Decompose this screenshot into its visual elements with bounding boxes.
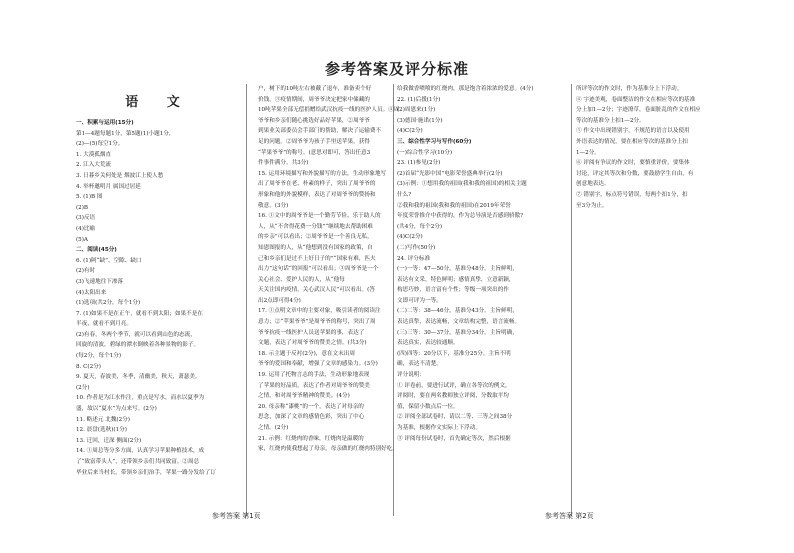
- answer-line: 构思巧妙，语言富有个性；等级一项突出的作: [397, 287, 509, 294]
- answer-line: ② 评阅全部试卷时，请以二等、三等之间38分: [397, 414, 513, 421]
- answer-line: (4)太阳出来: [76, 289, 107, 296]
- column-divider: [246, 84, 247, 516]
- answer-line: 外语表达的情况，要在相应等次的基准分上扣: [576, 138, 688, 145]
- answer-line: 文即可评为一等。: [397, 297, 442, 304]
- answer-line: 表达有文采，特色鲜明；感情真挚，立意新颖，: [397, 276, 515, 283]
- answer-line: 19. 运用了托物言志的手法，生动形象地表现: [258, 372, 370, 379]
- answer-line: 爷爷的爱国和奉献，增强了文章的感染力。(3分): [258, 361, 378, 368]
- answer-line: 表达真挚，表达流畅，文章结构完整，语言流畅。: [397, 319, 521, 326]
- answer-line: 知恩图报的人，从“他想到没有国家的政策，自: [258, 244, 373, 251]
- answer-line: 6. (1)阿“缺”、空隙、缺口: [76, 257, 142, 264]
- answer-line: 关心社会、爱护人民的人，从“他每: [258, 276, 345, 283]
- section-heading: 一、积累与运用(15分): [76, 120, 134, 126]
- answer-line: (2)—(5)每空1分。: [76, 141, 124, 148]
- answer-line: (2)有春，冬两个季节，就可以看到山色的态流，: [76, 331, 196, 338]
- answer-line: 9. 夏天，春波美，冬季，清幽美，秋天，萧瑟美。: [76, 374, 201, 381]
- answer-line: 出力”这句话“的回报”可以看出；③周爷爷是一个: [258, 266, 379, 273]
- answer-line: 思念，加深了文章的感情色彩，突出了中心: [258, 414, 365, 421]
- answer-line: 确，表达不清楚。: [397, 361, 442, 368]
- answer-line: 评阅时，要在两名教师独立评阅，分数取平均: [397, 393, 509, 400]
- answer-column-1: [76, 84, 241, 478]
- section-heading: 三、综合性学习与写作(60分): [397, 138, 472, 145]
- answer-line: ⑤ 作文中出现错别字，不规范的语言以及使用: [576, 128, 690, 135]
- answer-line: 己和乡亲们是过不上好日子的”“国家有难，匹夫: [258, 255, 376, 262]
- answer-line: 年度荣誉推介中获得的，作为总导演是否感到骄傲?: [397, 213, 524, 220]
- page-footer-left: 参考答案 第1页: [212, 512, 261, 520]
- answer-line: 18. 示主题于反衬(2分)，意在文末出周: [258, 350, 355, 357]
- answer-line: 23. (1)参见(2分): [397, 160, 441, 167]
- answer-line: 到果业关部委员会手部门的帮助，解决了运输费不: [258, 128, 382, 135]
- answer-line: 创意地表达。: [576, 181, 610, 188]
- answer-line: (四)四等：20分以下，基准分25分。主旨不明: [397, 350, 511, 357]
- answer-line: 什么?: [397, 191, 412, 198]
- answer-line: 家，红烧肉使我想起了母亲，母亲做的红烧肉特别好吃。: [258, 446, 398, 453]
- answer-line: 足的问题。②周爷爷为孩子手里送苹果，获得: [258, 138, 370, 145]
- answer-line: (二)二等：38—46分，基准分43分。主旨鲜明，: [397, 308, 518, 315]
- answer-line: ⑦ 错别字，标点符号错误，每两个扣1分，扣: [576, 191, 688, 198]
- answer-line: (3)示例：①想用我的祖国(我和我的祖国)的相关主题: [397, 181, 527, 188]
- answer-line: (1)选项(共2分，每个1分): [76, 300, 141, 307]
- answer-line: 爷爷抗疫一线医护人员送苹果的事，表达了: [258, 329, 365, 336]
- answer-line: 出2点即可得4分): [258, 297, 301, 304]
- answer-line: 1—2分。: [576, 149, 600, 156]
- answer-line: 件事件满分。共3分): [258, 160, 309, 167]
- answer-line: 天关注国内疫情，关心武汉人民”可以看出。(答: [258, 287, 375, 294]
- answer-line: 给我做香喷喷的红烧肉，那是饱含着浓浓的爱意。(4分): [397, 86, 534, 92]
- answer-line: 评分说明：: [397, 372, 425, 379]
- answer-line: (3)反语: [76, 215, 96, 222]
- page-title: 参考答案及评分标准: [324, 60, 469, 78]
- answer-column-3: [397, 84, 571, 444]
- answer-line: 了苹果的好品质，表达了作者对周爷爷的赞美: [258, 382, 370, 389]
- answer-line: (3)飞速地往下渗落: [76, 278, 124, 285]
- answer-line: 表达真实，表达较通顺。: [397, 340, 459, 347]
- answer-line: 15. 运用环境描写和外貌描写的方法，生动形象地写: [258, 170, 387, 177]
- answer-line: 盛，故以“夏水”为点来写。(2分): [76, 406, 157, 413]
- answer-line: 文题，表达了对周爷爷的赞美之情。(共3分): [258, 340, 367, 347]
- answer-line: 了“致富带头人”，还带领乡亲们共同致富。②周总: [76, 459, 200, 465]
- answer-line: (2)首届“光影中国”电影荣誉盛典举行(2分): [397, 170, 503, 177]
- answer-line: 人，从“不舍得花费一分钱”“继续地去帮助困难: [258, 223, 373, 230]
- answer-line: (三)三等：30—37分，基准分34分。主旨明确，: [397, 329, 518, 336]
- answer-line: 10吨苹果全部无偿捐赠给武汉抗疫一线的医护人员。④周: [258, 107, 400, 114]
- answer-line: 2. 江入大荒流: [76, 162, 112, 169]
- answer-line: 户，树下的10吨左右被戴了退车，准备卖个好: [258, 86, 372, 92]
- answer-line: 之情。(2分): [258, 425, 289, 431]
- answer-line: 21. 示例：红烧肉的香味，红烧肉是温暖的: [258, 435, 364, 442]
- answer-line: 讨论，评定其等次和分数，要鼓励学生自由，有: [576, 170, 694, 177]
- subject-heading: 语 文: [125, 95, 192, 110]
- answer-line: 12. 晨盘(选秋)(1分): [76, 427, 127, 434]
- answer-line: 回旋的清波，碧绿的潭水倒映着各种景物的影子。: [76, 342, 200, 349]
- answer-line: (一)一等：47—50分，基准分48分。主旨鲜明，: [397, 266, 518, 273]
- answer-line: 的乡亲”可以看出；②周爷爷是一个善良无私，: [258, 234, 373, 241]
- answer-line: 16. ①文中的周爷爷是一个勤劳节俭、乐于助人的: [258, 213, 381, 220]
- answer-line: 至3分为止。: [576, 202, 608, 209]
- answer-line: 8. C(2分): [76, 363, 101, 370]
- answer-line: 13. 迁回，迁深 侧面(2分): [76, 437, 142, 444]
- answer-line: 之情，和对周爷爷精神的赞美。(4分): [258, 393, 350, 400]
- answer-line: 爷爷和乡亲们随心挑选好品好苹果，②周爷爷: [258, 117, 370, 124]
- answer-line: (4)C(2分): [397, 234, 423, 241]
- answer-line: 5. (1)B 图: [76, 194, 103, 201]
- answer-line: 17. ①点明文章中的主要对象，吸引读者的阅读注: [258, 308, 381, 315]
- answer-line: ⑥ 评阅有争议的作文时，要慎重评价，要集体: [576, 160, 690, 167]
- answer-line: 出了周爷爷在老、朴素的样子，突出了周爷爷的: [258, 181, 376, 188]
- answer-column-4: [576, 84, 744, 211]
- answer-line: 22. (1)后援(1分): [397, 96, 441, 103]
- answer-line: (共4分，每个2分): [397, 223, 443, 230]
- answer-line: (2分): [76, 384, 90, 391]
- answer-line: (2)B: [76, 204, 89, 211]
- answer-line: 值，保留小数点后一位。: [397, 403, 459, 410]
- answer-line: (一)综合性学习(10分): [397, 149, 453, 156]
- answer-line: 分上加1—2分；字迹潦草，卷面脏乱的作文在相应: [576, 107, 701, 114]
- answer-line: (2)周恩来(1分): [397, 107, 436, 114]
- answer-line: 4. 举杯邀明月 属国过居延: [76, 183, 141, 190]
- answer-line: (二)写作(50分): [397, 244, 436, 251]
- answer-line: (4)C(2分): [397, 128, 423, 135]
- answer-line: 为基准，根据作文实际上下浮动。: [397, 425, 481, 431]
- page-footer-right: 参考答案 第2页: [545, 512, 594, 520]
- answer-line: 第1—4题每题1分，第5题(1)小题1分，: [76, 130, 175, 137]
- answer-line: 24. 评分标准: [397, 255, 431, 262]
- answer-line: 毕业后来当村长，带领乡亲们治手，苹果一路分发给了订: [76, 469, 216, 476]
- answer-line: 11. 略述元 北魏(2分): [76, 416, 130, 423]
- answer-line: (4)比喻: [76, 225, 96, 232]
- answer-line: 等次的基准分上扣1—2分。: [576, 117, 645, 124]
- section-heading: 二、阅读(45分): [76, 247, 117, 254]
- answer-line: ②我和我的祖国(我和我的祖国)在2019年荣誉: [397, 202, 511, 209]
- answer-line: 1. 大漠孤烟直: [76, 151, 112, 158]
- answer-line: 14. ①周总等分多方面，认真学习苹果种植技术，成: [76, 448, 205, 455]
- answer-line: 10. 作者是为江水作注，重点是写水，而水以夏季为: [76, 395, 205, 402]
- answer-line: 形象和他的外貌模样，表达了对周爷爷的赞扬和: [258, 191, 376, 198]
- answer-line: 价钱。③疫情期间，周爷爷决定把家中储藏的: [258, 96, 370, 103]
- answer-line: (5)A: [76, 236, 88, 243]
- answer-line: 20. 母亲称“漆桃”的一个，表达了对母亲的: [258, 403, 364, 410]
- answer-line: 敬意。(3分): [258, 202, 289, 209]
- answer-line: ① 评卷前，要进行试评，确立各等次的例文，: [397, 382, 511, 389]
- answer-line: 7. (1)如果不是在正午，就看不到太阳；如果不是在: [76, 310, 203, 317]
- answer-line: ④ 字迹美观，卷面整洁的作文在相应等次的基准: [576, 96, 696, 103]
- answer-line: 意力；②“苹果爷爷”是周爷爷的称号，突出了周: [258, 319, 376, 326]
- answer-line: ③ 评阅每份试卷时，首先确定等次，然后根据: [397, 435, 511, 442]
- answer-line: (2)有时: [76, 268, 96, 275]
- answer-line: 所评等次的作文时，作为基准分上下浮动。: [576, 86, 683, 92]
- answer-line: (每2分，每个1分): [76, 353, 122, 360]
- answer-line: “苹果爷爷”的称号。(意思对即可，答出任意3: [258, 149, 371, 156]
- answer-line: (3)德国·施诺(1分): [397, 117, 443, 124]
- answer-line: 3. 日暮乡关何处是 烟波江上使人愁: [76, 172, 164, 179]
- column-divider: [571, 84, 572, 516]
- answer-line: 半夜，就看不到月亮。: [76, 321, 132, 328]
